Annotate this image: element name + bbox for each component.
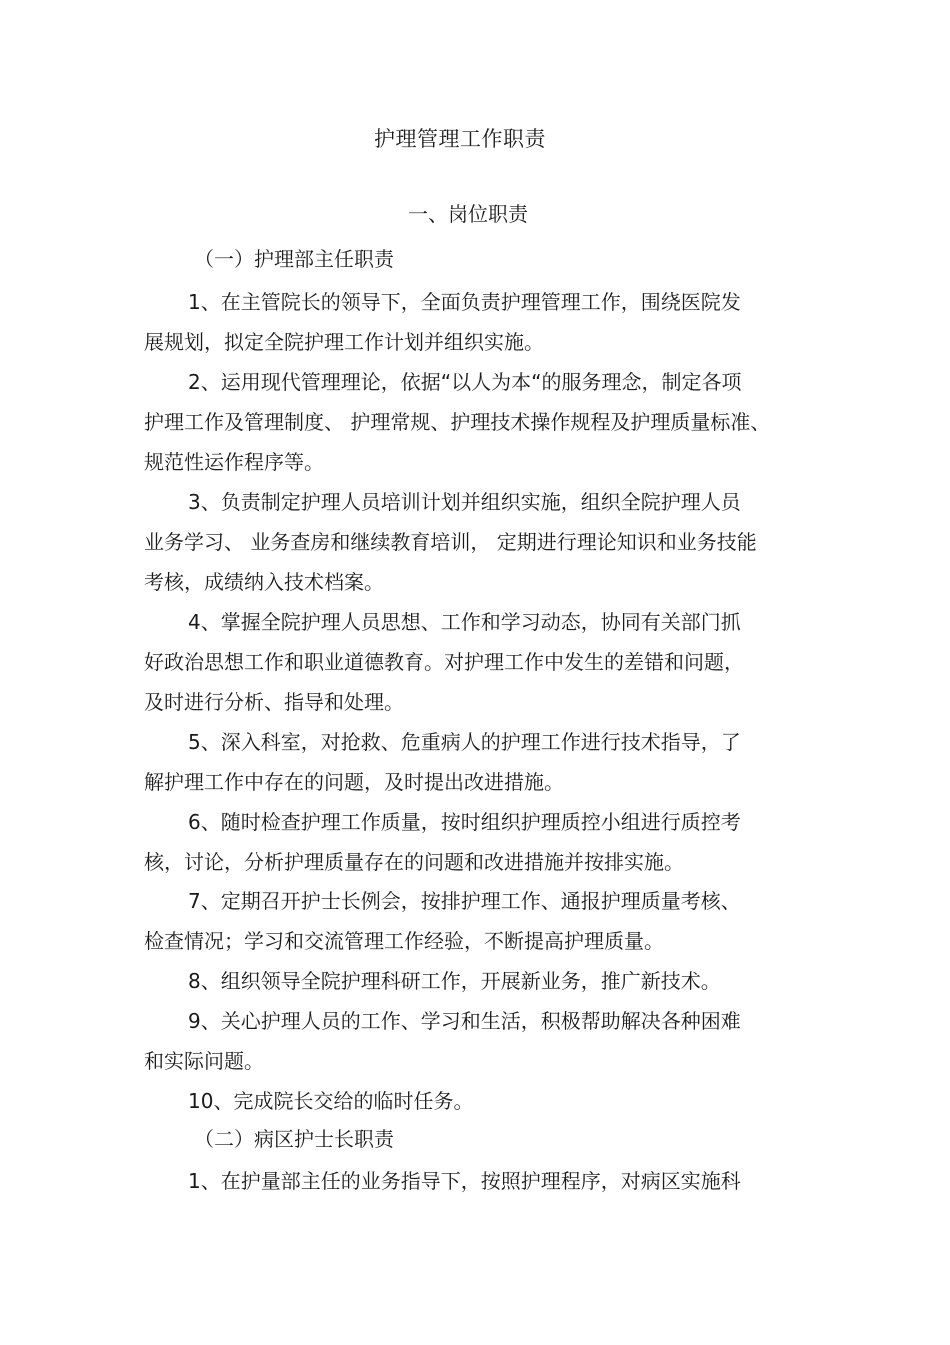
paragraph-line: 业务学习、 业务查房和继续教育培训， 定期进行理论知识和业务技能 [144,530,757,554]
paragraph-line: 1、在护量部主任的业务指导下，按照护理程序，对病区实施科 [188,1169,741,1193]
paragraph-line: 7、定期召开护士长例会，按排护理工作、通报护理质量考核、 [188,889,741,913]
paragraph-line: 6、随时检查护理工作质量，按时组织护理质控小组进行质控考 [188,810,741,834]
subsection-heading-director: （一）护理部主任职责 [194,247,394,271]
paragraph-line: 规范性运作程序等。 [144,450,324,474]
paragraph-line: 5、深入科室，对抢救、危重病人的护理工作进行技术指导，了 [188,730,741,754]
paragraph-line: 10、完成院长交给的临时任务。 [188,1089,474,1113]
paragraph-line: 解护理工作中存在的问题，及时提出改进措施。 [144,770,564,794]
paragraph-line: 4、掌握全院护理人员思想、工作和学习动态，协同有关部门抓 [188,610,741,634]
document-title: 护理管理工作职责 [374,127,546,151]
paragraph-line: 考核，成绩纳入技术档案。 [144,570,384,594]
paragraph-line: 及时进行分析、指导和处理。 [144,690,404,714]
subsection-heading-head-nurse: （二）病区护士长职责 [194,1127,394,1151]
paragraph-line: 展规划，拟定全院护理工作计划并组织实施。 [144,330,544,354]
paragraph-line: 和实际问题。 [144,1049,264,1073]
paragraph-line: 检查情况；学习和交流管理工作经验，不断提高护理质量。 [144,929,664,953]
paragraph-line: 8、组织领导全院护理科研工作，开展新业务，推广新技术。 [188,969,721,993]
paragraph-line: 护理工作及管理制度、 护理常规、护理技术操作规程及护理质量标准、 [144,410,771,434]
section-heading: 一、岗位职责 [408,202,528,226]
paragraph-line: 9、关心护理人员的工作、学习和生活，积极帮助解决各种困难 [188,1009,741,1033]
paragraph-line: 1、在主管院长的领导下，全面负责护理管理工作，围绕医院发 [188,290,741,314]
paragraph-line: 3、负责制定护理人员培训计划并组织实施，组织全院护理人员 [188,490,741,514]
paragraph-line: 2、运用现代管理理论，依据“以人为本“的服务理念，制定各项 [188,370,742,394]
paragraph-line: 核，讨论，分析护理质量存在的问题和改进措施并按排实施。 [144,850,684,874]
paragraph-line: 好政治思想工作和职业道德教育。对护理工作中发生的差错和问题， [144,650,744,674]
